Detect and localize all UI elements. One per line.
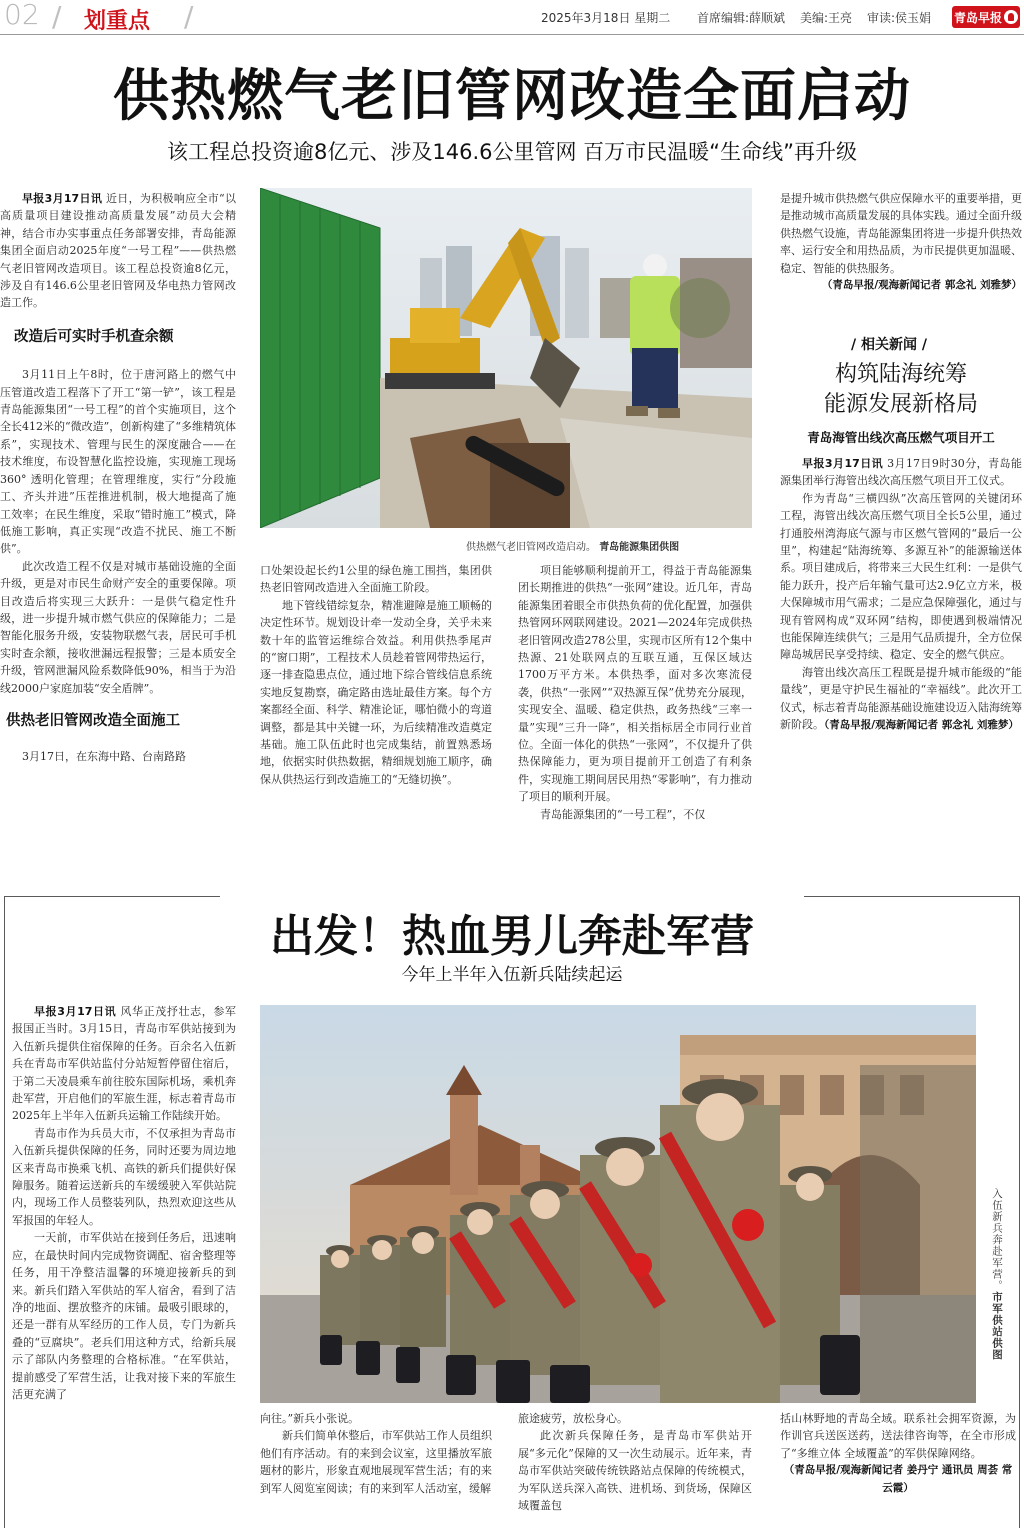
related-title-line: 构筑陆海统筹 bbox=[834, 362, 967, 387]
paragraph: 括山林野地的青岛全域。联系社会拥军资源，为作训官兵送医送药，送法律咨询等，在全市形成了“多维立体 全域覆盖”的军供保障网络。 bbox=[780, 1412, 1016, 1460]
art-editor: 美编:王亮 bbox=[800, 11, 853, 25]
proofreader: 审读:侯玉娟 bbox=[867, 11, 932, 25]
recruits-departure-image bbox=[260, 1005, 976, 1403]
paragraph: 作为青岛“三横四纵”次高压管网的关键闭环工程，海管出线次高压燃气项目全长5公里，通过打通胶州湾海底气源与市区燃气管网的“最后一公里”，构建起“陆海统筹、多源互补”的能源输送体系。项目建成后，将带来三大民生红利：一是供气能力跃升，投产后年输气量可达2.9亿立方米，极大保障城市用气需求；二是应急保障强化，通过与现有管网构成“双环网”结构，即使遇到极端情况也能保障连续供气；三是用气品质提升，全方位保障岛城居民享受持续、稳定、安全的燃气供应。 bbox=[780, 491, 1022, 662]
page-number: 02 bbox=[4, 0, 40, 31]
dateline: 早报3月17日讯 bbox=[34, 1005, 117, 1018]
photo-credit: 市军供站供图 bbox=[991, 1291, 1003, 1361]
caption-text: 供热燃气老旧管网改造启动。 bbox=[466, 542, 596, 553]
paragraph: 是提升城市供热燃气供应保障水平的重要举措，更是推动城市高质量发展的具体实践。通过全面升级供热燃气设施，青岛能源集团将进一步提升供热效率、运行安全和用热品质，为市民提供更加温暖、稳定、智能的供热服务。 bbox=[780, 192, 1022, 275]
story2-subtitle: 今年上半年入伍新兵陆续起运 bbox=[401, 965, 623, 985]
paragraph: 项目能够顺利提前开工，得益于青岛能源集团长期推进的供热“一张网”建设。近几年，青岛能源集团着眼全市供热负荷的优化配置，加强供热管网环网联网建设。2021—2024年完成供热老旧管网改造278公里，实现市区所有12个集中热源、21处联网点的互联互通，互保区域达1700万平方米。本供热季，面对多次寒流侵袭，供热“一张网”“双热源互保”优势充分展现，实现安全、温暖、稳定供热，政务热线“三率一量”实现“三升一降”，相关指标居全市同行业首位。全面一体化的供热“一张网”，不仅提升了供热保障能力，更为项目提前开工创造了有利条件，实现施工期间居民用热“零影响”，有力推动了项目的顺利开展。 bbox=[518, 564, 752, 804]
issue-date: 2025年3月18日 星期二 bbox=[541, 11, 671, 25]
paragraph: 3月11日上午8时，位于唐河路上的燃气中压管道改造工程落下了开工“第一铲”，该工程是青岛能源集团“一号工程”的首个实施项目，这个全长412米的“微改造”，创新构建了“多维精筑体系”，实现技术、管理与民生的深度融合——在技术维度，布设智慧化监控设施，实现施工现场360° 透明化管理；在管理维度，实行“分段施工、齐头并进”压茬推进机制，极大地提高了施工效率；在民生维度，采取“错时施工”模式，降低施工影响，真正实现“改造不扰民、施工不断供”。 bbox=[0, 368, 236, 556]
paragraph bbox=[780, 455, 1022, 490]
paragraph: 青岛能源集团的“一号工程”，不仅 bbox=[540, 807, 706, 821]
story1-column-4 bbox=[780, 190, 1022, 320]
story1-photo-caption bbox=[466, 538, 679, 553]
header-divider: / bbox=[184, 0, 194, 33]
dateline: 早报3月17日讯 bbox=[22, 192, 103, 205]
brand-mark-icon bbox=[1004, 10, 1018, 24]
paragraph: 一天前，市军供站在接到任务后，迅速响应，在最快时间内完成物资调配、宿舍整理等任务，用干净整洁温馨的环境迎接新兵的到来。新兵们踏入军供站的军人宿舍，看到了洁净的地面、摆放整齐的床铺。最吸引眼球的，还是一群有从军经历的工作人员，专门为新兵叠的“豆腐块”。老兵们用这种方式，给新兵展示了部队内务整理的合格标准。“在军供站，提前感受了军营生活，让我对接下来的军旅生活更充满了 bbox=[12, 1231, 236, 1401]
section-name: 划重点 bbox=[84, 9, 151, 34]
story2-column-2 bbox=[260, 1410, 492, 1525]
paragraph-text: 3月17日9时30分，青岛能源集团举行海管出线次高压燃气项目开工仪式。 bbox=[780, 457, 1022, 488]
story2-title: 出发！热血男儿奔赴军营 bbox=[270, 911, 754, 962]
paragraph: 3月17日，在东海中路、台南路路 bbox=[22, 750, 186, 764]
paragraph bbox=[780, 664, 1022, 735]
dateline: 早报3月17日讯 bbox=[802, 457, 884, 470]
subhead: 改造后可实时手机查余额 bbox=[14, 328, 174, 345]
paragraph: 此次新兵保障任务，是青岛市军供站开展“多元化”保障的又一次生动展示。近年来，青岛市军供站突破传统铁路站点保障的传统模式，为军队送兵深入高铁、进机场、到货场，保障区域覆盖包 bbox=[518, 1429, 752, 1513]
header-rule bbox=[0, 34, 1024, 35]
caption-text: 入伍新兵奔赴军营。 bbox=[991, 1188, 1003, 1292]
header-divider: / bbox=[52, 0, 62, 33]
paragraph: 旅途疲劳，放松身心。 bbox=[518, 1412, 628, 1425]
story2-column-1 bbox=[12, 1003, 236, 1523]
excavator-scene-image bbox=[260, 188, 752, 528]
paragraph bbox=[12, 1003, 236, 1125]
related-news-tag: / 相关新闻 / bbox=[851, 337, 927, 353]
paragraph: 向往。”新兵小张说。 bbox=[260, 1412, 360, 1425]
related-title bbox=[780, 360, 1022, 420]
story2-column-3 bbox=[518, 1410, 752, 1525]
story1-column-3 bbox=[518, 562, 752, 862]
subhead: 供热老旧管网改造全面施工 bbox=[6, 712, 180, 729]
story1-photo bbox=[260, 188, 752, 528]
story2-column-4 bbox=[780, 1410, 1016, 1525]
paragraph: 地下管线错综复杂，精准避障是施工顺畅的决定性环节。规划设计牵一发动全身，关乎未来数十年的监管运维综合效益。利用供热季尾声的“窗口期”，工程技术人员趁着管网带热运行，逐一排查隐患点位，通过地下综合管线信息系统实地反复勘察，确定路由选址最佳方案。每个方案都经全面、科学、精准论证，哪怕微小的弯道调整，都是其中关键一环，为后续精准改造奠定基础。施工队伍此时也完成集结，前置熟悉场地，依据实时供热数据，精细规划施工顺序，确保从供热运行到改造施工的“无缝切换”。 bbox=[260, 598, 492, 786]
paragraph-text: 风华正茂抒壮志，参军报国正当时。3月15日，青岛市军供站接到为入伍新兵提供住宿保障的任务。百余名入伍新兵在青岛市军供站监付分站短暂停留住宿后，于第二天凌晨乘车前往胶东国际机场，乘机奔赴军营，开启他们的军旅生涯，标志着青岛市2025年上半年入伍新兵运输工作陆续开始。 bbox=[12, 1005, 236, 1123]
paragraph: 青岛市作为兵员大市，不仅承担为青岛市入伍新兵提供保障的任务，同时还要为周边地区来青岛市换乘飞机、高铁的新兵们提供好保障服务。随着运送新兵的车缓缓驶入军供站院内，现场工作人员整装列队，热烈欢迎这些从军报国的年轻人。 bbox=[12, 1126, 236, 1227]
byline: （青岛早报/观海新闻记者 姜丹宁 通讯员 周荟 常云霞） bbox=[783, 1464, 1013, 1494]
paragraph-text: 海管出线次高压工程既是提升城市能级的“能量线”，更是守护民生福祉的“幸福线”。此次开工仪式，标志着青岛能源基础设施建设迈入陆海统筹新阶段。 bbox=[780, 665, 1022, 732]
page-header bbox=[0, 0, 1024, 36]
photo-credit: 青岛能源集团供图 bbox=[599, 542, 680, 553]
related-title-line: 能源发展新格局 bbox=[823, 392, 978, 417]
paragraph: 此次改造工程不仅是对城市基础设施的全面升级，更是对市民生命财产安全的重要保障。项目改造后将实现三大跃升：一是供气稳定性升级，进一步提升城市燃气供应的保障能力；二是智能化服务升级，安装物联燃气表，居民可手机实时查余额，接收泄漏远程报警；三是本质安全升级，管网泄漏风险系数降低90%，相当于为沿线2000户家庭加装“安全盾牌”。 bbox=[0, 559, 236, 695]
paragraph: 新兵们简单休整后，市军供站工作人员组织他们有序活动。有的来到会议室，这里播放军旅题材的影片，形象直观地展现军营生活；有的来到军人阅览室阅读；有的来到军人活动室，缓解 bbox=[260, 1429, 492, 1495]
chief-editor: 首席编辑:薛顺斌 bbox=[697, 11, 786, 25]
related-body bbox=[780, 455, 1022, 865]
story1-column-2 bbox=[260, 562, 492, 862]
brand-name: 青岛早报 bbox=[953, 10, 1002, 25]
story1-title: 供热燃气老旧管网改造全面启动 bbox=[113, 64, 911, 129]
story1-column-1 bbox=[0, 190, 236, 865]
story2-photo-caption bbox=[990, 1188, 1005, 1398]
paragraph bbox=[0, 190, 236, 312]
paragraph: 口处架设起长约1公里的绿色施工围挡，集团供热老旧管网改造进入全面施工阶段。 bbox=[260, 564, 492, 595]
related-subtitle: 青岛海管出线次高压燃气项目开工 bbox=[807, 430, 995, 445]
story2-photo bbox=[260, 1005, 976, 1403]
story1-subtitle: 该工程总投资逾8亿元、涉及146.6公里管网 百万市民温暖“生命线”再升级 bbox=[167, 140, 857, 164]
byline: （青岛早报/观海新闻记者 郭念礼 刘雅梦） bbox=[821, 279, 1022, 292]
paragraph-text: 近日，为积极响应全市“以高质量项目建设推动高质量发展”动员大会精神，结合市办实事重点任务部署安排，青岛能源集团全面启动2025年度“一号工程”——供热燃气老旧管网改造项目。该工程总投资逾8亿元，涉及自有146.6公里老旧管网及华电热力管网改造工作。 bbox=[0, 192, 236, 310]
byline: （青岛早报/观海新闻记者 郭念礼 刘雅梦） bbox=[824, 719, 1019, 732]
brand-logo bbox=[952, 6, 1020, 28]
